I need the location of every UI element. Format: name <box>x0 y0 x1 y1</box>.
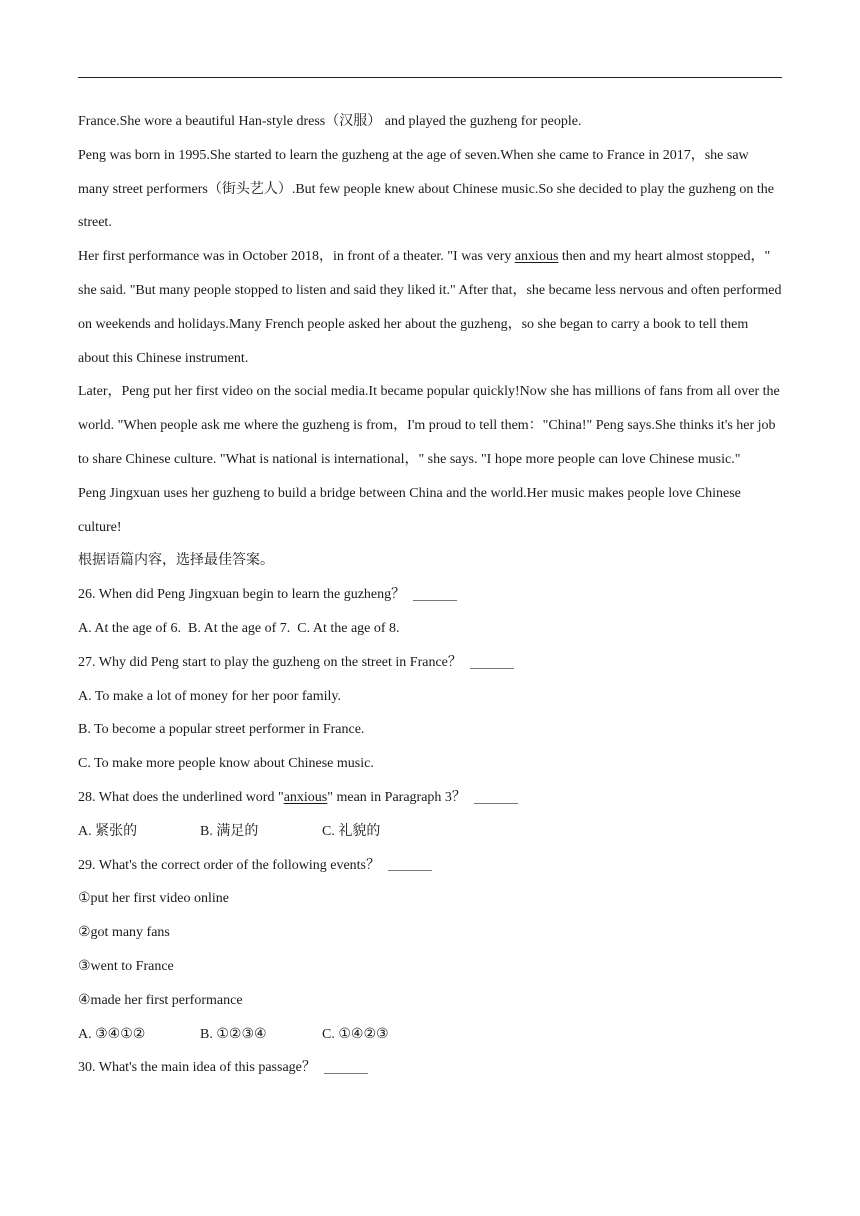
question-26-text: 26. When did Peng Jingxuan begin to learn the guzheng？ <box>78 587 406 603</box>
header-rule <box>78 77 782 78</box>
question-29-option-a: A. ③④①② <box>78 1026 146 1042</box>
event-4: ④made her first performance <box>78 992 243 1008</box>
question-27-option-a: A. To make a lot of money for her poor family. <box>78 688 342 704</box>
question-29-text: 29. What's the correct order of the following events？ <box>78 857 381 873</box>
event-2: ②got many fans <box>78 925 170 941</box>
question-29-option-c: C. ①④②③ <box>322 1026 389 1042</box>
paragraph-3-text-after: then and my heart almost stopped，" she said. "But many people stopped to listen and said they liked it." After that，she became less nervous and often performed on weekends and holidays.Many French people asked her about the guzheng，so she began to carry a book to tell them about this Chinese instrument. <box>78 249 782 366</box>
question-28-options <box>78 815 782 849</box>
question-26-options: A. At the age of 6. B. At the age of 7. C. At the age of 8. <box>78 620 400 636</box>
underlined-word: anxious <box>514 249 559 265</box>
document-content <box>78 105 782 1085</box>
passage-paragraph-4: Later，Peng put her first video on the social media.It became popular quickly!Now she has millions of fans from all over the world. "When people ask me where the guzheng is from，I'm proud to tell them："China!" Peng says.She thinks it's her job to share Chinese culture. "What is national is international，" she says. "I hope more people can love Chinese music." <box>78 384 780 467</box>
question-28 <box>78 781 782 815</box>
passage-paragraph-1: France.She wore a beautiful Han-style dress（汉服） and played the guzheng for people. <box>78 114 582 129</box>
question-29 <box>78 849 782 883</box>
answer-blank[interactable] <box>324 1072 368 1074</box>
question-27-option-b: B. To become a popular street performer in France. <box>78 722 365 738</box>
event-1: ①put her first video online <box>78 891 229 907</box>
question-28-underlined-word: anxious <box>283 789 328 805</box>
question-30 <box>78 1051 782 1085</box>
question-28-option-b: B. 满足的 <box>200 823 259 839</box>
instruction: 根据语篇内容，选择最佳答案。 <box>78 553 274 569</box>
question-29-options <box>78 1018 782 1052</box>
question-26 <box>78 578 782 612</box>
question-27 <box>78 646 782 680</box>
answer-blank[interactable] <box>470 667 514 669</box>
passage-paragraph-5: Peng Jingxuan uses her guzheng to build a bridge between China and the world.Her music makes people love Chinese culture! <box>78 485 741 535</box>
question-30-text: 30. What's the main idea of this passage？ <box>78 1060 316 1076</box>
answer-blank[interactable] <box>413 599 457 601</box>
question-28-option-c: C. 礼貌的 <box>322 823 381 839</box>
question-28-text-before: 28. What does the underlined word " <box>78 789 284 805</box>
paragraph-3-text-before: Her first performance was in October 2018，in front of a theater. "I was very <box>78 249 515 265</box>
answer-blank[interactable] <box>388 869 432 871</box>
passage-paragraph-2: Peng was born in 1995.She started to learn the guzheng at the age of seven.When she came to France in 2017，she saw many street performers（街头艺人）.But few people knew about Chinese music.So she decided to play the guzheng on the street. <box>78 147 774 231</box>
question-27-option-c: C. To make more people know about Chinese music. <box>78 756 374 772</box>
question-27-text: 27. Why did Peng start to play the guzheng on the street in France？ <box>78 654 462 670</box>
event-3: ③went to France <box>78 958 174 974</box>
question-28-option-a: A. 紧张的 <box>78 823 138 839</box>
answer-blank[interactable] <box>474 802 518 804</box>
passage-paragraph-3 <box>78 240 782 375</box>
question-28-text-after: " mean in Paragraph 3？ <box>327 789 466 805</box>
question-29-option-b: B. ①②③④ <box>200 1026 267 1042</box>
